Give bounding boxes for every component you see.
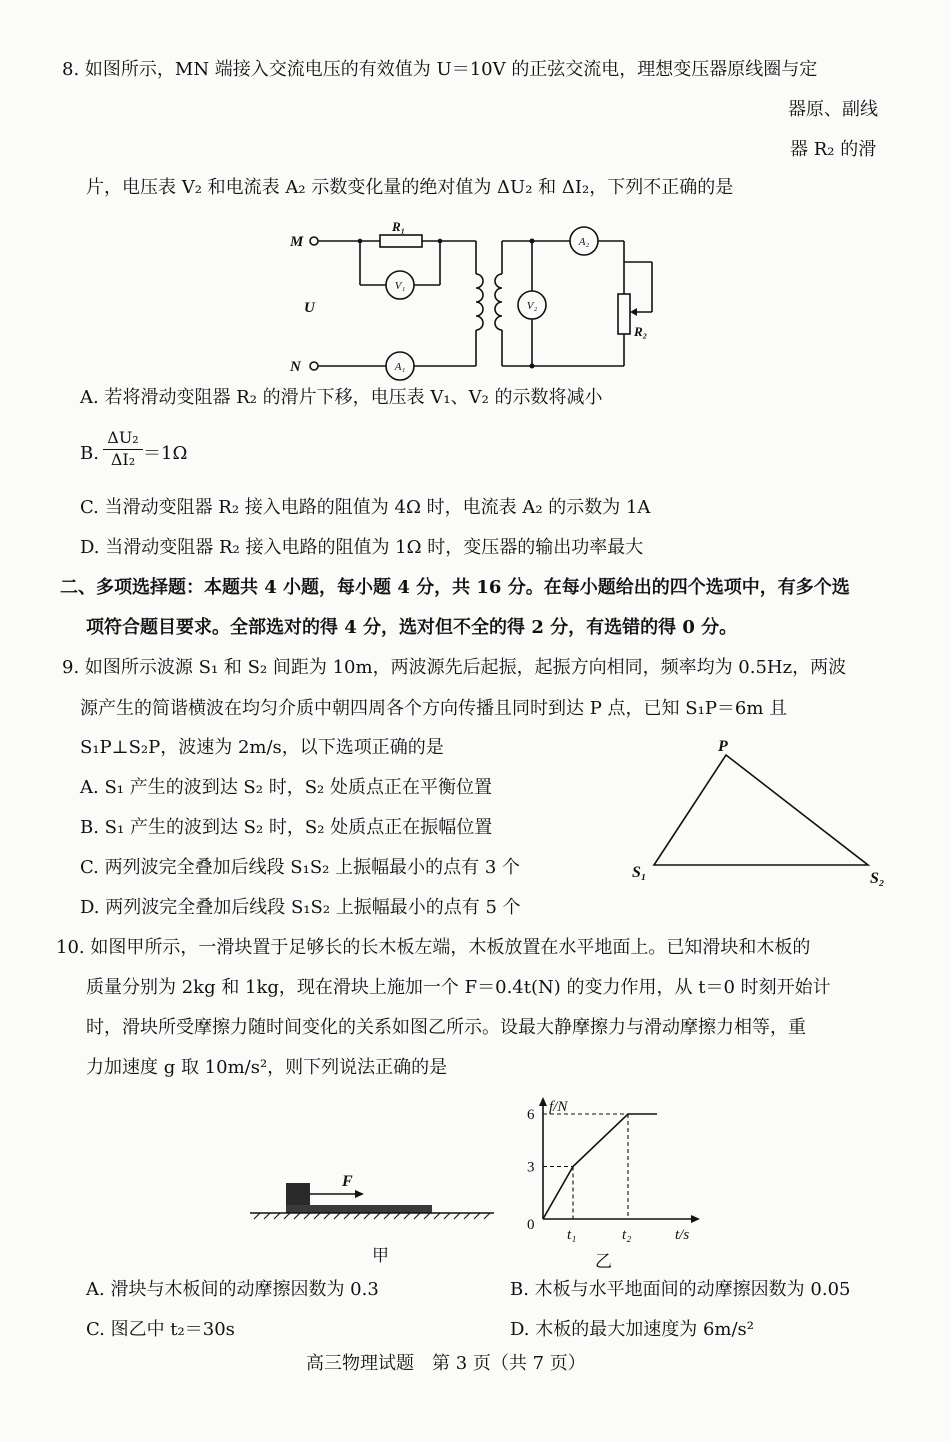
label-s1: S₁ xyxy=(632,864,647,881)
primary-coil xyxy=(476,274,483,330)
q8-option-c: C. 当滑动变阻器 R₂ 接入电路的阻值为 4Ω 时，电流表 A₂ 的示数为 1A xyxy=(80,497,651,518)
label-a2: A₂ xyxy=(578,236,590,248)
q9-option-c: C. 两列波完全叠加后线段 S₁S₂ 上振幅最小的点有 3 个 xyxy=(80,857,521,878)
q9-option-b: B. S₁ 产生的波到达 S₂ 时，S₂ 处质点正在振幅位置 xyxy=(80,817,493,838)
x-axis-label: t/s xyxy=(675,1227,690,1243)
terminal-n xyxy=(310,362,318,370)
rheostat-r2 xyxy=(618,294,630,334)
q9-triangle-figure xyxy=(620,735,895,890)
y-axis-label: f/N xyxy=(549,1099,568,1115)
q8-line3: 器 R₂ 的滑 xyxy=(790,139,877,160)
label-r1: R₁ xyxy=(392,219,406,234)
x-axis-arrow xyxy=(691,1215,700,1223)
caption-jia: 甲 xyxy=(372,1246,389,1265)
ground-hatching xyxy=(254,1213,490,1219)
q10-line1: 10. 如图甲所示，一滑块置于足够长的长木板左端，木板放置在水平地面上。已知滑块和木板的 xyxy=(56,937,811,958)
caption-yi: 乙 xyxy=(595,1252,612,1271)
q9-line1: 9. 如图所示波源 S₁ 和 S₂ 间距为 10m，两波源先后起振，起振方向相同，频率均为 0.5Hz，两波 xyxy=(62,657,847,678)
resistor-r1 xyxy=(380,235,422,247)
y-tick-6: 6 xyxy=(527,1107,535,1123)
section2-line1: 二、多项选择题：本题共 4 小题，每小题 4 分，共 16 分。在每小题给出的四个选项中，有多个选 xyxy=(60,577,850,598)
label-p: P xyxy=(718,738,728,755)
origin-label: 0 xyxy=(527,1217,535,1233)
x-tick-t2: t₂ xyxy=(622,1227,632,1243)
y-axis-arrow xyxy=(539,1097,547,1106)
q9-option-d: D. 两列波完全叠加后线段 S₁S₂ 上振幅最小的点有 5 个 xyxy=(80,897,521,918)
section2-line2: 项符合题目要求。全部选对的得 4 分，选对但不全的得 2 分，有选错的得 0 分。 xyxy=(86,617,738,638)
q9-option-a: A. S₁ 产生的波到达 S₂ 时，S₂ 处质点正在平衡位置 xyxy=(80,777,492,798)
page-footer: 高三物理试题 第 3 页（共 7 页） xyxy=(306,1353,586,1374)
q8-circuit-diagram xyxy=(280,212,670,382)
label-u: U xyxy=(304,300,315,316)
triangle-s1-p-s2 xyxy=(654,755,868,865)
slider-block xyxy=(286,1183,310,1205)
label-s2: S₂ xyxy=(870,870,885,887)
q8-option-b-prefix: B. xyxy=(80,443,99,464)
q10-option-b: B. 木板与水平地面间的动摩擦因数为 0.05 xyxy=(510,1279,851,1300)
q9-line3: S₁P⊥S₂P，波速为 2m/s，以下选项正确的是 xyxy=(80,737,444,758)
q8-line1: 8. 如图所示，MN 端接入交流电压的有效值为 U＝10V 的正弦交流电，理想变压器原线圈与定 xyxy=(62,59,818,80)
label-m: M xyxy=(290,234,304,250)
label-v2: V₂ xyxy=(526,300,538,312)
q8-option-b-numerator: ΔU₂ xyxy=(103,428,143,450)
q8-option-b-denominator: ΔI₂ xyxy=(110,450,136,469)
secondary-coil xyxy=(495,274,502,330)
label-n: N xyxy=(290,359,301,375)
y-tick-3: 3 xyxy=(527,1159,535,1176)
terminal-m xyxy=(310,237,318,245)
q8-option-b-rest: ＝1Ω xyxy=(143,443,188,464)
q8-line2: 器原、副线 xyxy=(788,99,878,120)
q8-option-d: D. 当滑动变阻器 R₂ 接入电路的阻值为 1Ω 时，变压器的输出功率最大 xyxy=(80,537,644,558)
q10-line3: 时，滑块所受摩擦力随时间变化的关系如图乙所示。设最大静摩擦力与滑动摩擦力相等，重 xyxy=(86,1017,806,1038)
q10-option-a: A. 滑块与木板间的动摩擦因数为 0.3 xyxy=(86,1279,379,1300)
q9-line2: 源产生的简谐横波在均匀介质中朝四周各个方向传播且同时到达 P 点，已知 S₁P＝6m 且 xyxy=(80,698,788,719)
label-v1: V₁ xyxy=(394,280,406,292)
wooden-board xyxy=(286,1205,432,1213)
q10-option-c: C. 图乙中 t₂＝30s xyxy=(86,1319,235,1340)
q10-chart-yi xyxy=(515,1095,715,1275)
force-label: F xyxy=(342,1173,353,1190)
x-tick-t1: t₁ xyxy=(567,1227,577,1243)
q10-line4: 力加速度 g 取 10m/s²，则下列说法正确的是 xyxy=(86,1057,448,1078)
q10-option-d: D. 木板的最大加速度为 6m/s² xyxy=(510,1319,754,1340)
q8-line4: 片，电压表 V₂ 和电流表 A₂ 示数变化量的绝对值为 ΔU₂ 和 ΔI₂，下列不正确的是 xyxy=(86,177,734,198)
q10-line2: 质量分别为 2kg 和 1kg，现在滑块上施加一个 F＝0.4t(N) 的变力作用，从 t＝0 时刻开始计 xyxy=(86,977,831,998)
q8-option-a: A. 若将滑动变阻器 R₂ 的滑片下移，电压表 V₁、V₂ 的示数将减小 xyxy=(80,387,603,408)
q10-figure-jia xyxy=(250,1165,500,1275)
label-r2: R₂ xyxy=(634,324,648,339)
q8-option-b-fraction xyxy=(103,428,143,470)
label-a1: A₁ xyxy=(394,361,406,373)
